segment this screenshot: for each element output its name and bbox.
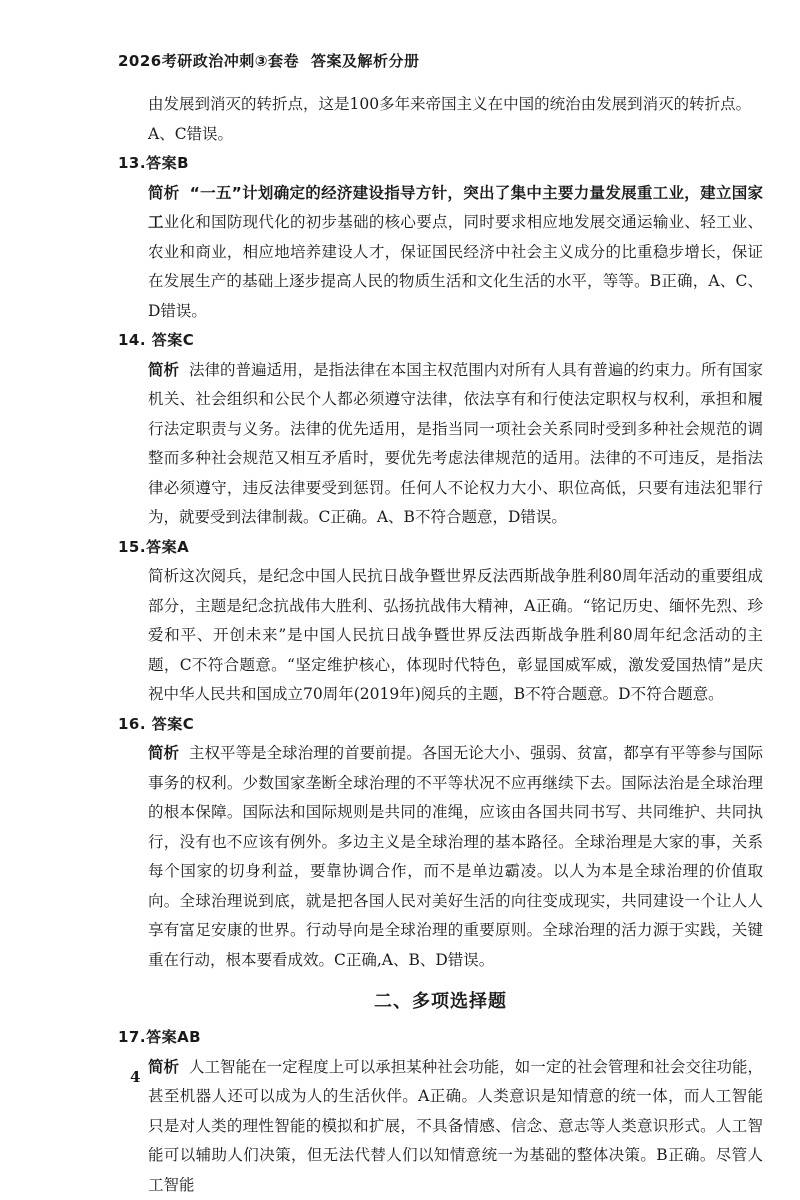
analysis-13-bold: “一五”计划确定的经济建设指导方针，突出了集中主要力量发展重工业，建立国家工 <box>148 184 763 232</box>
header-title: 2026考研政治冲刺③套卷 <box>118 52 299 70</box>
answer-14: 14. 答案C <box>118 326 763 356</box>
analysis-16-text: 主权平等是全球治理的首要前提。各国无论大小、强弱、贫富，都享有平等参与国际事务的权利。少数国家垄断全球治理的不平等状况不应再继续下去。国际法治是全球治理的根本保障。国际法和国际规则是共同的准绳，应该由各国共同书写、共同维护、共同执行，没有也不应该有例外。多边主义是全球治理的基本路径。全球治理是大家的事，关系每个国家的切身利益，要靠协调合作，而不是单边霸凌。以人为本是全球治理的价值取向。全球治理说到底，就是把各国人民对美好生活的向往变成现实，共同建设一个让人人享有富足安康的世界。行动导向是全球治理的重要原则。全球治理的活力源于实践，关键重在行动，根本要看成效。C正确,A、B、D错误。 <box>148 744 763 969</box>
analysis-15-text: 简析这次阅兵，是纪念中国人民抗日战争暨世界反法西斯战争胜利80周年活动的重要组成部分，主题是纪念抗战伟大胜利、弘扬抗战伟大精神，A正确。“铭记历史、缅怀先烈、珍爱和平、开创未来”是中国人民抗日战争暨世界反法西斯战争胜利80周年纪念活动的主题，C不符合题意。“坚定维护核心，体现时代特色，彰显国威军威，激发爱国热情”是庆祝中华人民共和国成立70周年(2019年)阅兵的主题，B不符合题意。D不符合题意。 <box>148 567 763 703</box>
analysis-15 <box>148 562 763 710</box>
analysis-16 <box>148 739 763 975</box>
header-subtitle: 答案及解析分册 <box>311 52 420 70</box>
analysis-17-text: 人工智能在一定程度上可以承担某种社会功能，如一定的社会管理和社会交往功能，甚至机器人还可以成为人的生活伙伴。A正确。人类意识是知情意的统一体，而人工智能只是对人类的理性智能的模拟和扩展，不具备情感、信念、意志等人类意识形式。人工智能可以辅助人们决策，但无法代替人们以知情意统一为基础的整体决策。B正确。尽管人工智能 <box>148 1058 763 1194</box>
analysis-13-text: 业化和国防现代化的初步基础的核心要点，同时要求相应地发展交通运输业、轻工业、农业和商业，相应地培养建设人才，保证国民经济中社会主义成分的比重稳步增长，保证在发展生产的基础上逐步提高人民的物质生活和文化生活的水平，等等。B正确，A、C、D错误。 <box>148 213 763 320</box>
continuation-line-2: A、C错误。 <box>148 125 233 143</box>
answer-13: 13.答案B <box>118 149 763 179</box>
answer-15: 15.答案A <box>118 533 763 563</box>
page-content <box>118 90 763 1200</box>
continuation-text <box>148 90 763 149</box>
analysis-label-14: 简析 <box>148 361 179 379</box>
analysis-13 <box>148 179 763 327</box>
analysis-label-13: 简析 <box>148 184 180 202</box>
answer-17: 17.答案AB <box>118 1023 763 1053</box>
section-title: 二、多项选择题 <box>118 985 763 1019</box>
analysis-label-16: 简析 <box>148 744 179 762</box>
analysis-17 <box>148 1053 763 1200</box>
analysis-14-text: 法律的普遍适用，是指法律在本国主权范围内对所有人具有普遍的约束力。所有国家机关、社会组织和公民个人都必须遵守法律，依法享有和行使法定职权与权利，承担和履行法定职责与义务。法律的优先适用，是指当同一项社会关系同时受到多种社会规范的调整而多种社会规范又相互矛盾时，要优先考虑法律规范的适用。法律的不可违反，是指法律必须遵守，违反法律要受到惩罚。任何人不论权力大小、职位高低，只要有违法犯罪行为，就要受到法律制裁。C正确。A、B不符合题意，D错误。 <box>148 361 763 527</box>
page-header <box>118 50 419 71</box>
continuation-line-1: 由发展到消灭的转折点，这是100多年来帝国主义在中国的统治由发展到消灭的转折点。 <box>148 95 751 113</box>
answer-16: 16. 答案C <box>118 710 763 740</box>
analysis-label-17: 简析 <box>148 1058 179 1076</box>
page-number: 4 <box>130 1068 140 1086</box>
analysis-14 <box>148 356 763 533</box>
